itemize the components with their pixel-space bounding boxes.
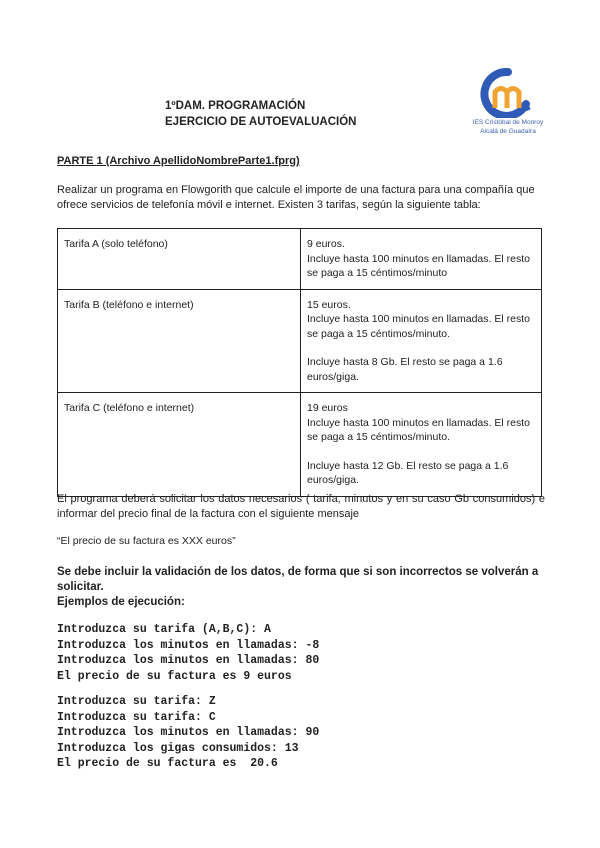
instructions-paragraph: El programa deberá solicitar los datos necesarios ( tarifa, minutos y en su caso Gb consumidos) e informar del precio final de la factura con el siguiente mensaje bbox=[57, 493, 545, 520]
code-line: Introduzca su tarifa: Z bbox=[57, 695, 216, 708]
example-1 bbox=[57, 622, 319, 684]
tariff-data: Incluye hasta 8 Gb. El resto se paga a 1.6 euros/giga. bbox=[307, 356, 503, 383]
school-name: IES Cristóbal de Monroy bbox=[472, 119, 544, 126]
code-line: Introduzca su tarifa (A,B,C): A bbox=[57, 623, 271, 636]
tariff-price: 19 euros bbox=[307, 402, 348, 414]
school-town: Alcalá de Guadaíra bbox=[480, 128, 536, 135]
tariff-name: Tarifa A (solo teléfono) bbox=[58, 229, 301, 290]
code-line: Introduzca los minutos en llamadas: 90 bbox=[57, 726, 320, 739]
code-line: El precio de su factura es 20.6 bbox=[57, 757, 278, 770]
tariff-table bbox=[57, 228, 542, 497]
validation-text: Se debe incluir la validación de los datos, de forma que si son incorrectos se volverán a solicitar. bbox=[57, 566, 539, 593]
tariff-data: Incluye hasta 12 Gb. El resto se paga a 1.6 euros/giga. bbox=[307, 459, 509, 486]
table-row bbox=[58, 393, 542, 497]
header-course: 1ºDAM. PROGRAMACIÓN bbox=[165, 100, 306, 112]
examples-title: Ejemplos de ejecución: bbox=[57, 596, 185, 608]
code-line: El precio de su factura es 9 euros bbox=[57, 669, 292, 683]
tariff-name: Tarifa B (teléfono e internet) bbox=[58, 289, 301, 393]
code-line: Introduzca los minutos en llamadas: -8 bbox=[57, 638, 320, 652]
output-message: “El precio de su factura es XXX euros” bbox=[57, 535, 236, 547]
tariff-price: 15 euros. bbox=[307, 298, 351, 311]
school-logo-icon bbox=[468, 68, 548, 118]
tariff-details bbox=[301, 229, 542, 290]
school-logo bbox=[468, 68, 548, 140]
code-line: Introduzca su tarifa: C bbox=[57, 710, 216, 724]
part-title: PARTE 1 (Archivo ApellidoNombreParte1.fprg) bbox=[57, 155, 300, 167]
table-row bbox=[58, 229, 542, 290]
header-title: EJERCICIO DE AUTOEVALUACIÓN bbox=[165, 116, 357, 128]
tariff-minutes: Incluye hasta 100 minutos en llamadas. El resto se paga a 15 céntimos/minuto. bbox=[307, 416, 530, 443]
tariff-details bbox=[301, 289, 542, 393]
tariff-minutes: Incluye hasta 100 minutos en llamadas. El resto se paga a 15 céntimos/minuto. bbox=[307, 313, 530, 340]
tariff-minutes: Incluye hasta 100 minutos en llamadas. El resto se paga a 15 céntimos/minuto bbox=[307, 252, 530, 279]
tariff-details bbox=[301, 393, 542, 497]
tariff-price: 9 euros. bbox=[307, 238, 345, 250]
code-line: Introduzca los gigas consumidos: 13 bbox=[57, 741, 299, 755]
example-2 bbox=[57, 694, 319, 772]
intro-paragraph: Realizar un programa en Flowgorith que calcule el importe de una factura para una compañía que ofrece servicios de telefonía móvil e internet. Existen 3 tarifas, según la siguiente tabla: bbox=[57, 184, 535, 211]
document-header bbox=[165, 98, 356, 130]
table-row bbox=[58, 289, 542, 393]
code-line: Introduzca los minutos en llamadas: 80 bbox=[57, 654, 320, 667]
validation-note bbox=[57, 565, 545, 610]
tariff-name: Tarifa C (teléfono e internet) bbox=[58, 393, 301, 497]
